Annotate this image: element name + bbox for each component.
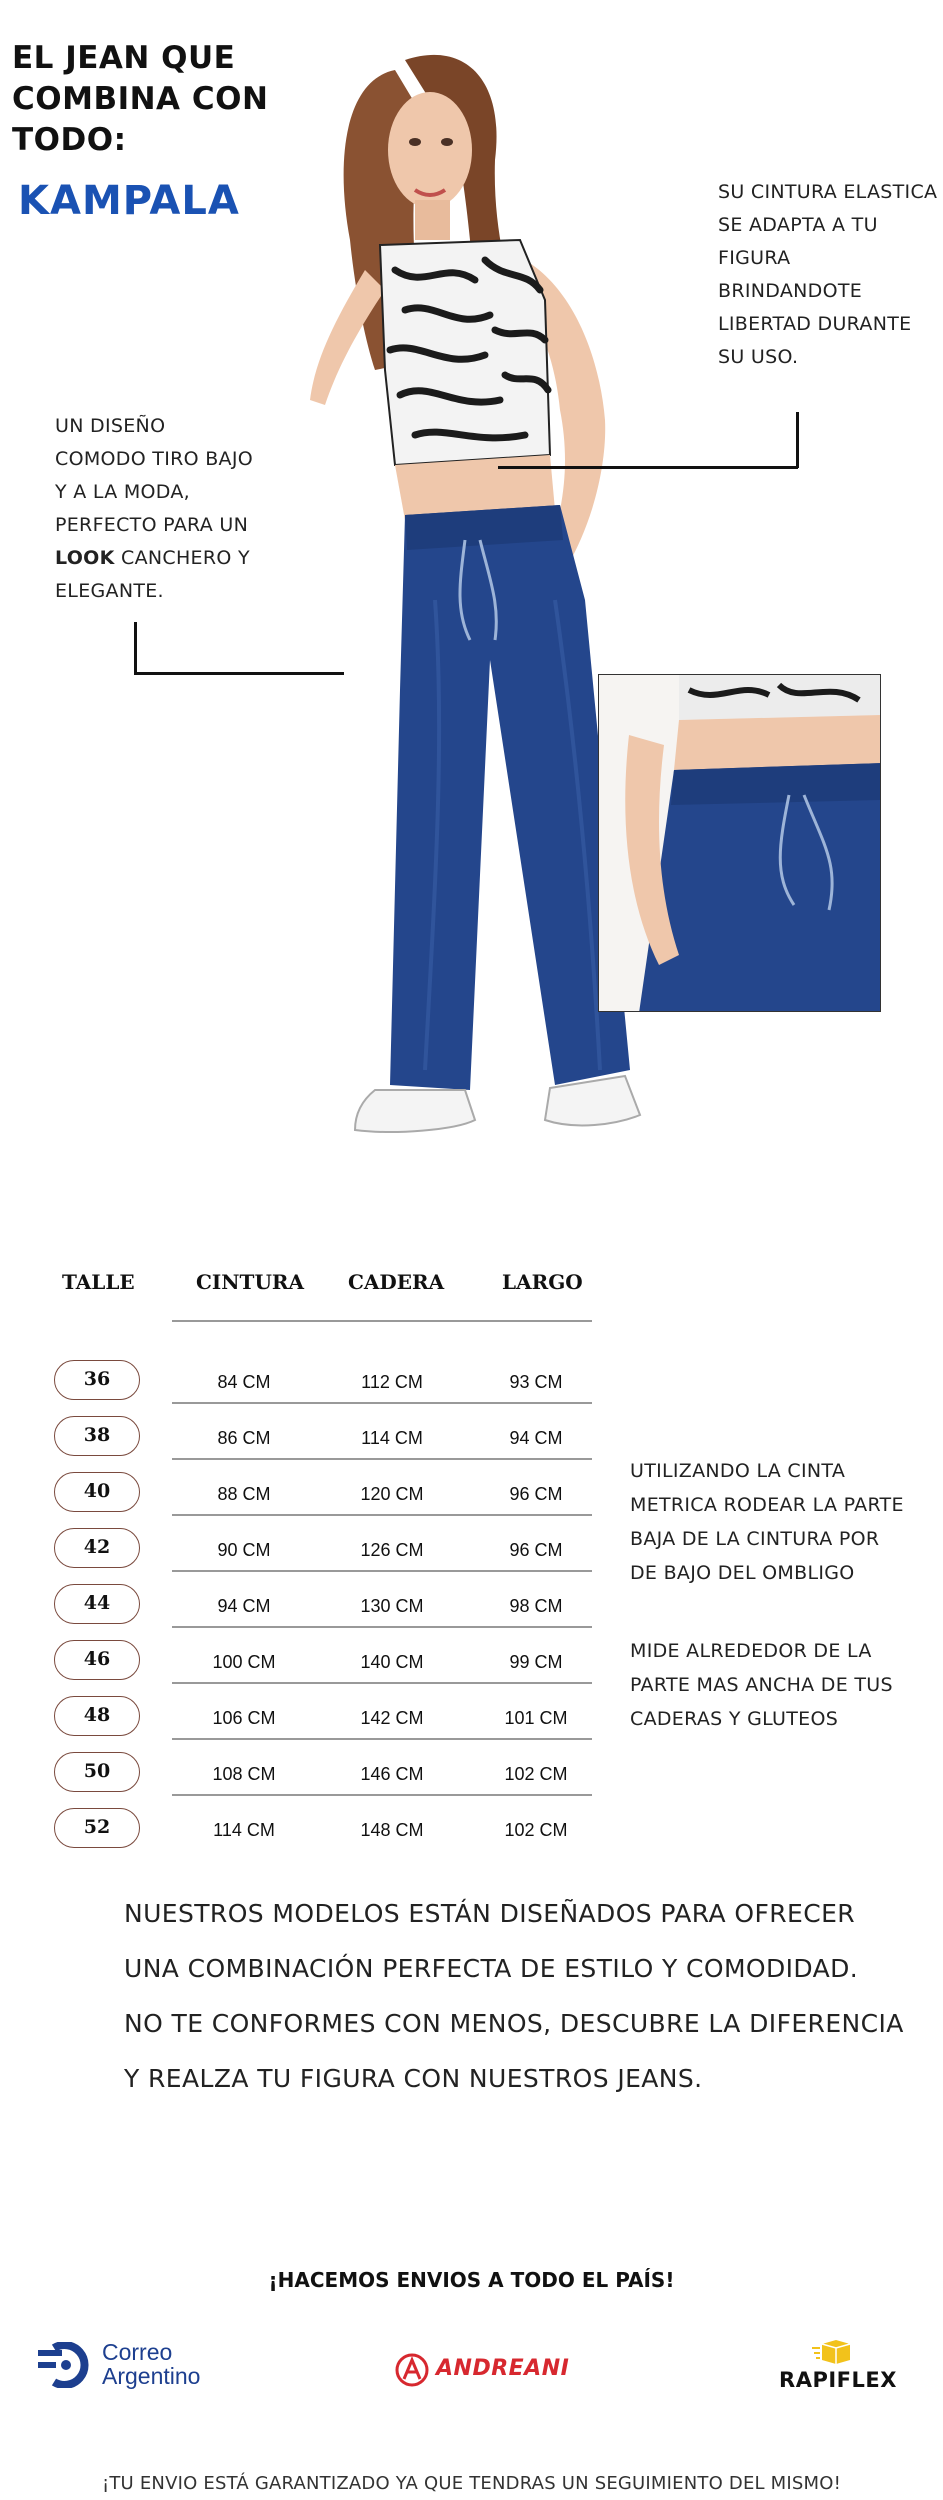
cadera-value: 114 CM	[361, 1428, 423, 1448]
low-rise-design-callout	[55, 410, 295, 608]
size-badge: 42	[54, 1528, 140, 1568]
instruction-line: CADERAS Y GLUTEOS	[630, 1708, 839, 1730]
callout-line: COMODO TIRO BAJO	[55, 448, 253, 470]
largo-value: 96 CM	[509, 1484, 563, 1504]
row-divider	[172, 1458, 592, 1460]
tracking-guarantee-note: ¡TU ENVIO ESTÁ GARANTIZADO YA QUE TENDRAS UN SEGUIMIENTO DEL MISMO!	[101, 2473, 842, 2494]
size-row	[40, 1584, 600, 1640]
instruction-line: BAJA DE LA CINTURA POR	[630, 1528, 880, 1550]
right-callout-connector-vertical	[796, 412, 799, 468]
andreani-name: ANDREANI	[436, 2356, 570, 2381]
callout-line: FIGURA	[718, 247, 791, 269]
headline-line-1: EL JEAN QUE	[12, 40, 236, 76]
row-divider	[172, 1626, 592, 1628]
andreani-icon	[394, 2352, 430, 2388]
rapiflex-box-icon	[812, 2338, 856, 2366]
size-badge: 36	[54, 1360, 140, 1400]
headline-line-3: TODO:	[12, 122, 127, 158]
cintura-value: 100 CM	[212, 1652, 276, 1672]
cintura-value: 86 CM	[217, 1428, 271, 1448]
callout-line: SU USO.	[718, 346, 799, 368]
row-divider	[172, 1570, 592, 1572]
size-badge: 48	[54, 1696, 140, 1736]
size-row	[40, 1360, 600, 1416]
cintura-value: 106 CM	[212, 1708, 276, 1728]
cintura-value: 94 CM	[217, 1596, 271, 1616]
instruction-line: PARTE MAS ANCHA DE TUS	[630, 1674, 893, 1696]
size-row	[40, 1640, 600, 1696]
rapiflex-name: RAPIFLEX	[779, 2368, 897, 2392]
largo-value: 93 CM	[509, 1372, 563, 1392]
cadera-value: 146 CM	[360, 1764, 424, 1784]
model-photo	[255, 40, 655, 1200]
cintura-value: 88 CM	[217, 1484, 271, 1504]
row-divider	[172, 1682, 592, 1684]
pitch-line: UNA COMBINACIÓN PERFECTA DE ESTILO Y COMODIDAD.	[124, 1954, 859, 1983]
left-callout-connector-vertical	[134, 622, 137, 674]
size-row	[40, 1528, 600, 1584]
column-header-cintura: CINTURA	[196, 1270, 305, 1294]
correo-name-line-1: Correo	[102, 2339, 173, 2365]
cintura-value: 108 CM	[212, 1764, 276, 1784]
cadera-value: 126 CM	[360, 1540, 424, 1560]
largo-value: 94 CM	[509, 1428, 563, 1448]
cadera-value: 148 CM	[360, 1820, 424, 1840]
size-badge: 38	[54, 1416, 140, 1456]
size-row	[40, 1696, 600, 1752]
row-divider	[172, 1794, 592, 1796]
callout-line: UN DISEÑO	[55, 415, 166, 437]
size-badge: 46	[54, 1640, 140, 1680]
callout-line-with-bold	[55, 542, 295, 575]
headline	[12, 38, 272, 161]
pitch-line: NO TE CONFORMES CON MENOS, DESCUBRE LA DIFERENCIA	[124, 2009, 904, 2038]
cadera-value: 142 CM	[360, 1708, 424, 1728]
correo-argentino-icon	[36, 2342, 98, 2388]
correo-argentino-logo	[36, 2338, 236, 2394]
andreani-logo	[394, 2350, 574, 2390]
size-row	[40, 1472, 600, 1528]
largo-value: 102 CM	[504, 1820, 568, 1840]
size-badge: 44	[54, 1584, 140, 1624]
instruction-line: DE BAJO DEL OMBLIGO	[630, 1562, 855, 1584]
callout-line: SE ADAPTA A TU	[718, 214, 878, 236]
headline-line-2: COMBINA CON	[12, 81, 269, 117]
largo-value: 102 CM	[504, 1764, 568, 1784]
elastic-waist-callout	[718, 176, 943, 374]
hip-measure-instruction	[630, 1634, 930, 1736]
row-divider	[172, 1738, 592, 1740]
left-callout-connector-horizontal	[134, 672, 344, 675]
column-header-cadera: CADERA	[348, 1270, 445, 1294]
column-header-talle: TALLE	[62, 1270, 135, 1294]
callout-line: BRINDANDOTE	[718, 280, 863, 302]
cadera-value: 140 CM	[360, 1652, 424, 1672]
size-row	[40, 1752, 600, 1808]
largo-value: 98 CM	[509, 1596, 563, 1616]
waistband-detail-photo	[598, 674, 881, 1012]
callout-line: ELEGANTE.	[55, 580, 164, 602]
row-divider	[172, 1514, 592, 1516]
shipping-title: ¡HACEMOS ENVIOS A TODO EL PAÍS!	[268, 2268, 675, 2292]
size-row	[40, 1808, 600, 1864]
instruction-line: UTILIZANDO LA CINTA	[630, 1460, 846, 1482]
product-name: KAMPALA	[18, 178, 240, 224]
instruction-line: METRICA RODEAR LA PARTE	[630, 1494, 904, 1516]
waist-measure-instruction	[630, 1454, 930, 1590]
pitch-line: NUESTROS MODELOS ESTÁN DISEÑADOS PARA OFRECER	[124, 1899, 856, 1928]
callout-text: CANCHERO Y	[114, 547, 250, 569]
right-callout-connector-horizontal	[498, 466, 798, 469]
largo-value: 99 CM	[509, 1652, 563, 1672]
row-divider	[172, 1402, 592, 1404]
cadera-value: 130 CM	[360, 1596, 424, 1616]
instruction-line: MIDE ALREDEDOR DE LA	[630, 1640, 872, 1662]
cintura-value: 84 CM	[217, 1372, 271, 1392]
column-header-largo: LARGO	[502, 1270, 583, 1294]
largo-value: 101 CM	[504, 1708, 568, 1728]
bold-word: LOOK	[55, 547, 115, 569]
callout-line: PERFECTO PARA UN	[55, 514, 249, 536]
size-badge: 50	[54, 1752, 140, 1792]
size-badge: 52	[54, 1808, 140, 1848]
callout-line: LIBERTAD DURANTE	[718, 313, 912, 335]
callout-line: SU CINTURA ELASTICA	[718, 181, 938, 203]
cintura-value: 90 CM	[217, 1540, 271, 1560]
callout-line: Y A LA MODA,	[55, 481, 191, 503]
cintura-value: 114 CM	[213, 1820, 275, 1840]
header-divider	[172, 1320, 592, 1322]
rapiflex-logo	[768, 2338, 908, 2398]
largo-value: 96 CM	[509, 1540, 563, 1560]
cadera-value: 112 CM	[361, 1372, 423, 1392]
size-badge: 40	[54, 1472, 140, 1512]
correo-name-line-2: Argentino	[102, 2363, 201, 2389]
cadera-value: 120 CM	[360, 1484, 424, 1504]
size-row	[40, 1416, 600, 1472]
brand-pitch	[124, 1886, 924, 2106]
pitch-line: Y REALZA TU FIGURA CON NUESTROS JEANS.	[124, 2064, 703, 2093]
